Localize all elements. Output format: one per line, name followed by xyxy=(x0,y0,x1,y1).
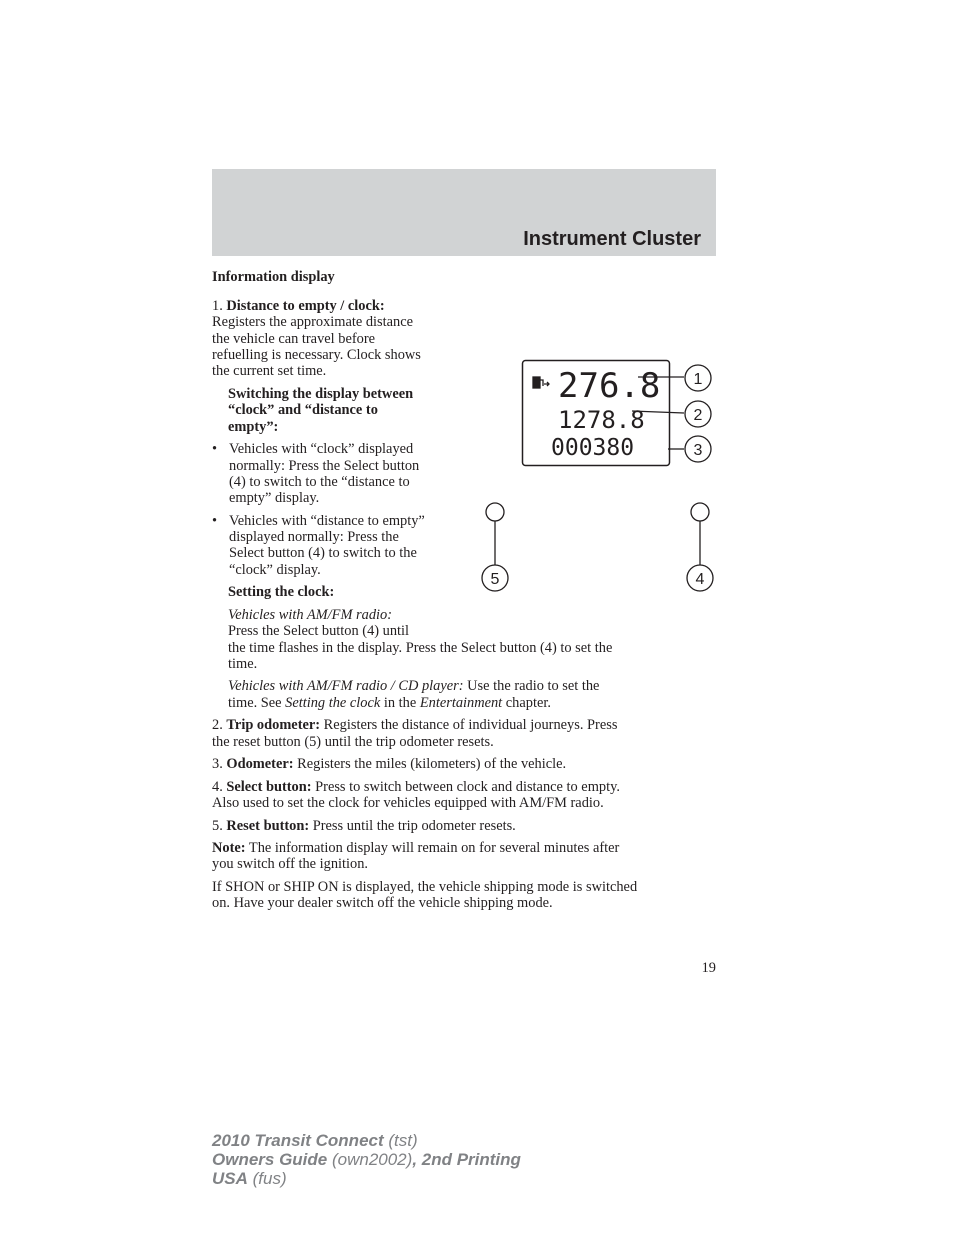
select-button-marker xyxy=(691,503,709,521)
svg-text:5: 5 xyxy=(490,571,500,588)
footer-guide-code: (own2002) xyxy=(327,1150,413,1169)
amfm-label: Vehicles with AM/FM radio: xyxy=(228,607,393,623)
cd-text: time. See xyxy=(228,695,286,711)
cd-text: in the xyxy=(380,695,420,711)
footer-printing: , 2nd Printing xyxy=(412,1150,521,1169)
display-distance-to-empty: 276.8 xyxy=(558,366,661,406)
item1-line: the current set time. xyxy=(212,363,327,379)
amfm-text: time. xyxy=(228,656,258,672)
shon-line2: on. Have your dealer switch off the vehicle shipping mode. xyxy=(212,895,553,911)
item1-heading xyxy=(212,298,385,315)
item3-title: Odometer: xyxy=(226,756,294,772)
footer-market: USA xyxy=(212,1169,248,1188)
cd-paragraph-line2 xyxy=(228,695,551,712)
item1-line: the vehicle can travel before xyxy=(212,331,375,347)
setting-clock-heading: Setting the clock: xyxy=(228,584,335,600)
reset-button-marker xyxy=(486,503,504,521)
item5-number: 5. xyxy=(212,818,223,834)
bullet-line: displayed normally: Press the xyxy=(229,529,399,545)
shon-line1: If SHON or SHIP ON is displayed, the vehicle shipping mode is switched xyxy=(212,879,638,895)
item3-text: Registers the miles (kilometers) of the vehicle. xyxy=(293,756,567,772)
display-trip-odometer: 1278.8 xyxy=(558,406,645,434)
item2-line2: the reset button (5) until the trip odometer resets. xyxy=(212,734,494,750)
item4-line1 xyxy=(212,779,620,796)
section-title: Information display xyxy=(212,269,335,285)
item4-line2: Also used to set the clock for vehicles equipped with AM/FM radio. xyxy=(212,795,604,811)
item4-text: Press to switch between clock and distance to empty. xyxy=(311,779,620,795)
bullet-marker: • xyxy=(212,513,218,529)
amfm-text: Press the Select button (4) until xyxy=(228,623,410,639)
callout-1 xyxy=(685,365,711,391)
cd-text: chapter. xyxy=(502,695,551,711)
item1-line: Registers the approximate distance xyxy=(212,314,414,330)
callout-4 xyxy=(687,565,713,591)
bullet-line: normally: Press the Select button xyxy=(229,458,420,474)
item1-number: 1. xyxy=(212,298,223,314)
callout-3 xyxy=(685,436,711,462)
item2-line1 xyxy=(212,717,617,734)
bullet-line: Vehicles with “clock” displayed xyxy=(229,441,414,457)
page-number: 19 xyxy=(701,960,716,976)
svg-text:2: 2 xyxy=(693,407,703,424)
display-odometer: 000380 xyxy=(551,435,635,461)
page-title: Instrument Cluster xyxy=(523,228,701,250)
item5-title: Reset button: xyxy=(226,818,310,834)
information-display-diagram xyxy=(478,355,718,605)
footer-model: 2010 Transit Connect xyxy=(212,1131,384,1150)
item4-number: 4. xyxy=(212,779,223,795)
footer-market-code: (fus) xyxy=(247,1169,287,1188)
bullet-line: Vehicles with “distance to empty” xyxy=(229,513,425,529)
item3-number: 3. xyxy=(212,756,223,772)
cd-text: Use the radio to set the xyxy=(463,678,600,694)
svg-text:1: 1 xyxy=(693,371,703,388)
svg-text:4: 4 xyxy=(695,571,705,588)
cd-label: Vehicles with AM/FM radio / CD player: xyxy=(228,678,464,694)
item3 xyxy=(212,756,566,773)
svg-text:3: 3 xyxy=(693,442,703,459)
item2-number: 2. xyxy=(212,717,223,733)
bullet-marker: • xyxy=(212,441,218,457)
item1-title: Distance to empty / clock: xyxy=(226,298,385,314)
footer-model-code: (tst) xyxy=(383,1131,418,1150)
note-line2: you switch off the ignition. xyxy=(212,856,369,872)
bullet-line: Select button (4) to switch to the xyxy=(229,545,417,561)
switching-heading: empty”: xyxy=(228,419,279,435)
cd-ref-entertainment: Entertainment xyxy=(419,695,503,711)
callout-5 xyxy=(482,565,508,591)
callout-2 xyxy=(685,401,711,427)
item4-title: Select button: xyxy=(226,779,312,795)
note-label: Note: xyxy=(212,840,246,856)
switching-heading: “clock” and “distance to xyxy=(228,402,378,418)
switching-heading: Switching the display between xyxy=(228,386,414,402)
bullet-line: (4) to switch to the “distance to xyxy=(229,474,410,490)
footer xyxy=(212,1131,521,1188)
bullet-line: “clock” display. xyxy=(229,562,321,578)
note-line1 xyxy=(212,840,619,857)
item2-title: Trip odometer: xyxy=(226,717,321,733)
header-band xyxy=(212,169,716,256)
cd-ref-setting-clock: Setting the clock xyxy=(285,695,381,711)
amfm-text: the time flashes in the display. Press the Select button (4) to set the xyxy=(228,640,613,656)
item2-text: Registers the distance of individual journeys. Press xyxy=(320,717,618,733)
cd-paragraph xyxy=(228,678,599,695)
item5-text: Press until the trip odometer resets. xyxy=(309,818,516,834)
note-text: The information display will remain on for several minutes after xyxy=(245,840,620,856)
item5 xyxy=(212,818,516,835)
footer-guide: Owners Guide xyxy=(212,1150,328,1169)
item1-line: refuelling is necessary. Clock shows xyxy=(212,347,421,363)
bullet-line: empty” display. xyxy=(229,490,320,506)
